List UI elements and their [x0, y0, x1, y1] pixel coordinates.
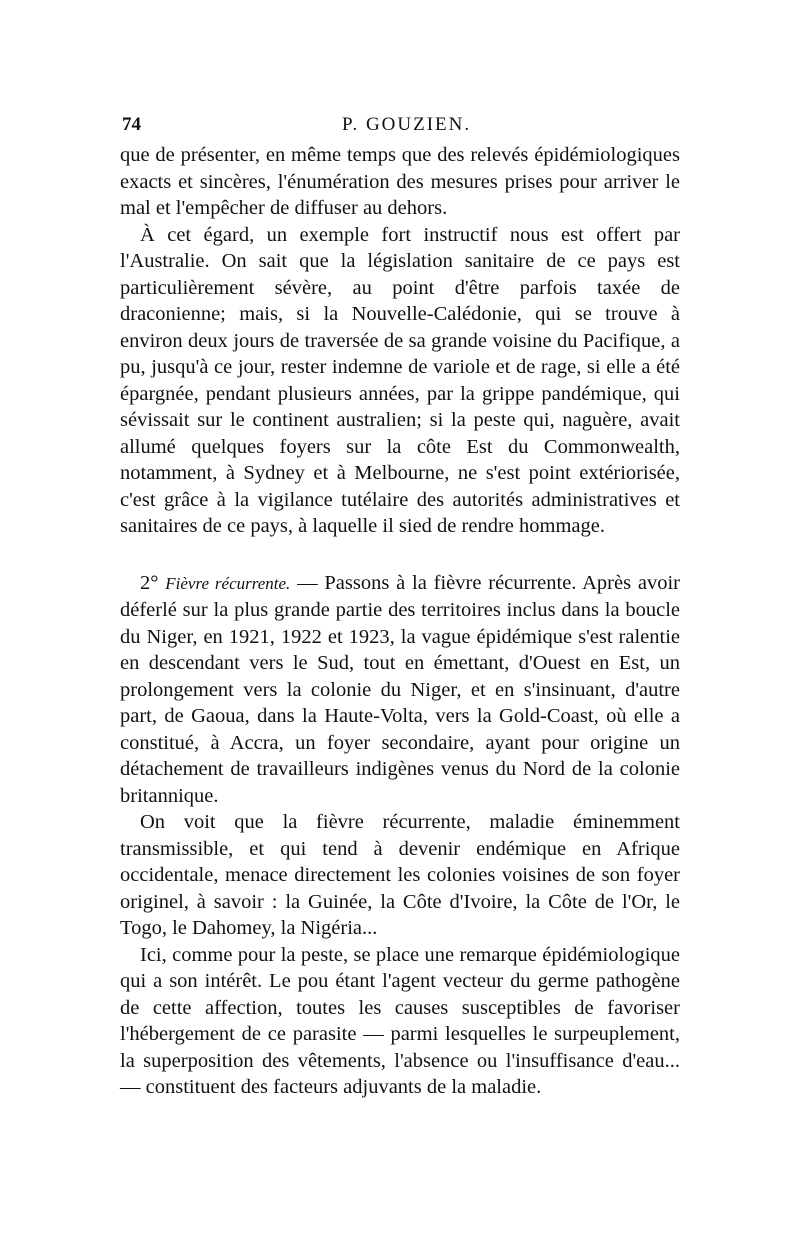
running-head-title: P. GOUZIEN. — [342, 114, 472, 135]
running-head — [120, 108, 680, 142]
paragraph-3-text: — Passons à la fièvre récurrente. Après avoir déferlé sur la plus grande partie des territoires inclus dans la boucle du Niger, en 1921, 1922 et 1923, la vague épidémique s'est ralentie en descendant vers le Sud, tout en émettant, d'Ouest en Est, un prolongement vers la colonie du Niger, et en s'insinuant, d'autre part, de Gaoua, dans la Haute-Volta, vers la Gold-Coast, où elle a constitué, à Accra, un foyer secondaire, ayant pour origine un détachement de travailleurs indigènes venus du Nord de la colonie britannique. — [120, 571, 680, 807]
section-title: Fièvre récurrente. — [165, 573, 291, 593]
paragraph-3 — [120, 570, 680, 810]
paragraph-4: On voit que la fièvre récurrente, maladie éminemment transmissible, et qui tend à devenir endémique en Afrique occidentale, menace directement les colonies voisines de son foyer originel, à savoir : la Guinée, la Côte d'Ivoire, la Côte de l'Or, le Togo, le Dahomey, la Nigéria... — [120, 811, 680, 939]
page-number: 74 — [122, 114, 141, 135]
paragraph-1: que de présenter, en même temps que des relevés épidémiologiques exacts et sincères, l'énumération des mesures prises pour arriver le mal et l'empêcher de diffuser au dehors. — [120, 144, 680, 219]
paragraph-5: Ici, comme pour la peste, se place une remarque épidémiologique qui a son intérêt. Le pou étant l'agent vecteur du germe pathogène de cette affection, toutes les causes susceptibles de favoriser l'hébergement de ce parasite — parmi lesquelles le surpeuplement, la superposition des vêtements, l'absence ou l'insuffisance d'eau... — constituent des facteurs adjuvants de la maladie. — [120, 943, 680, 1098]
paragraph-2: À cet égard, un exemple fort instructif nous est offert par l'Australie. On sait que la législation sanitaire de ce pays est particulièrement sévère, au point d'être parfois taxée de draconienne; mais, si la Nouvelle-Calédonie, qui se trouve à environ deux jours de traversée de sa grande voisine du Pacifique, a pu, jusqu'à ce jour, rester indemne de variole et de rage, si elle a été épargnée, pendant plusieurs années, par la grippe pandémique, qui sévissait sur le continent australien; si la peste qui, naguère, avait allumé quelques foyers sur la côte Est du Commonwealth, notamment, à Sydney et à Melbourne, ne s'est point extériorisée, c'est grâce à la vigilance tutélaire des autorités administratives et sanitaires de ce pays, à laquelle il sied de rendre hommage. — [120, 223, 680, 537]
section-number: 2° — [140, 571, 159, 594]
book-page — [120, 108, 680, 1101]
